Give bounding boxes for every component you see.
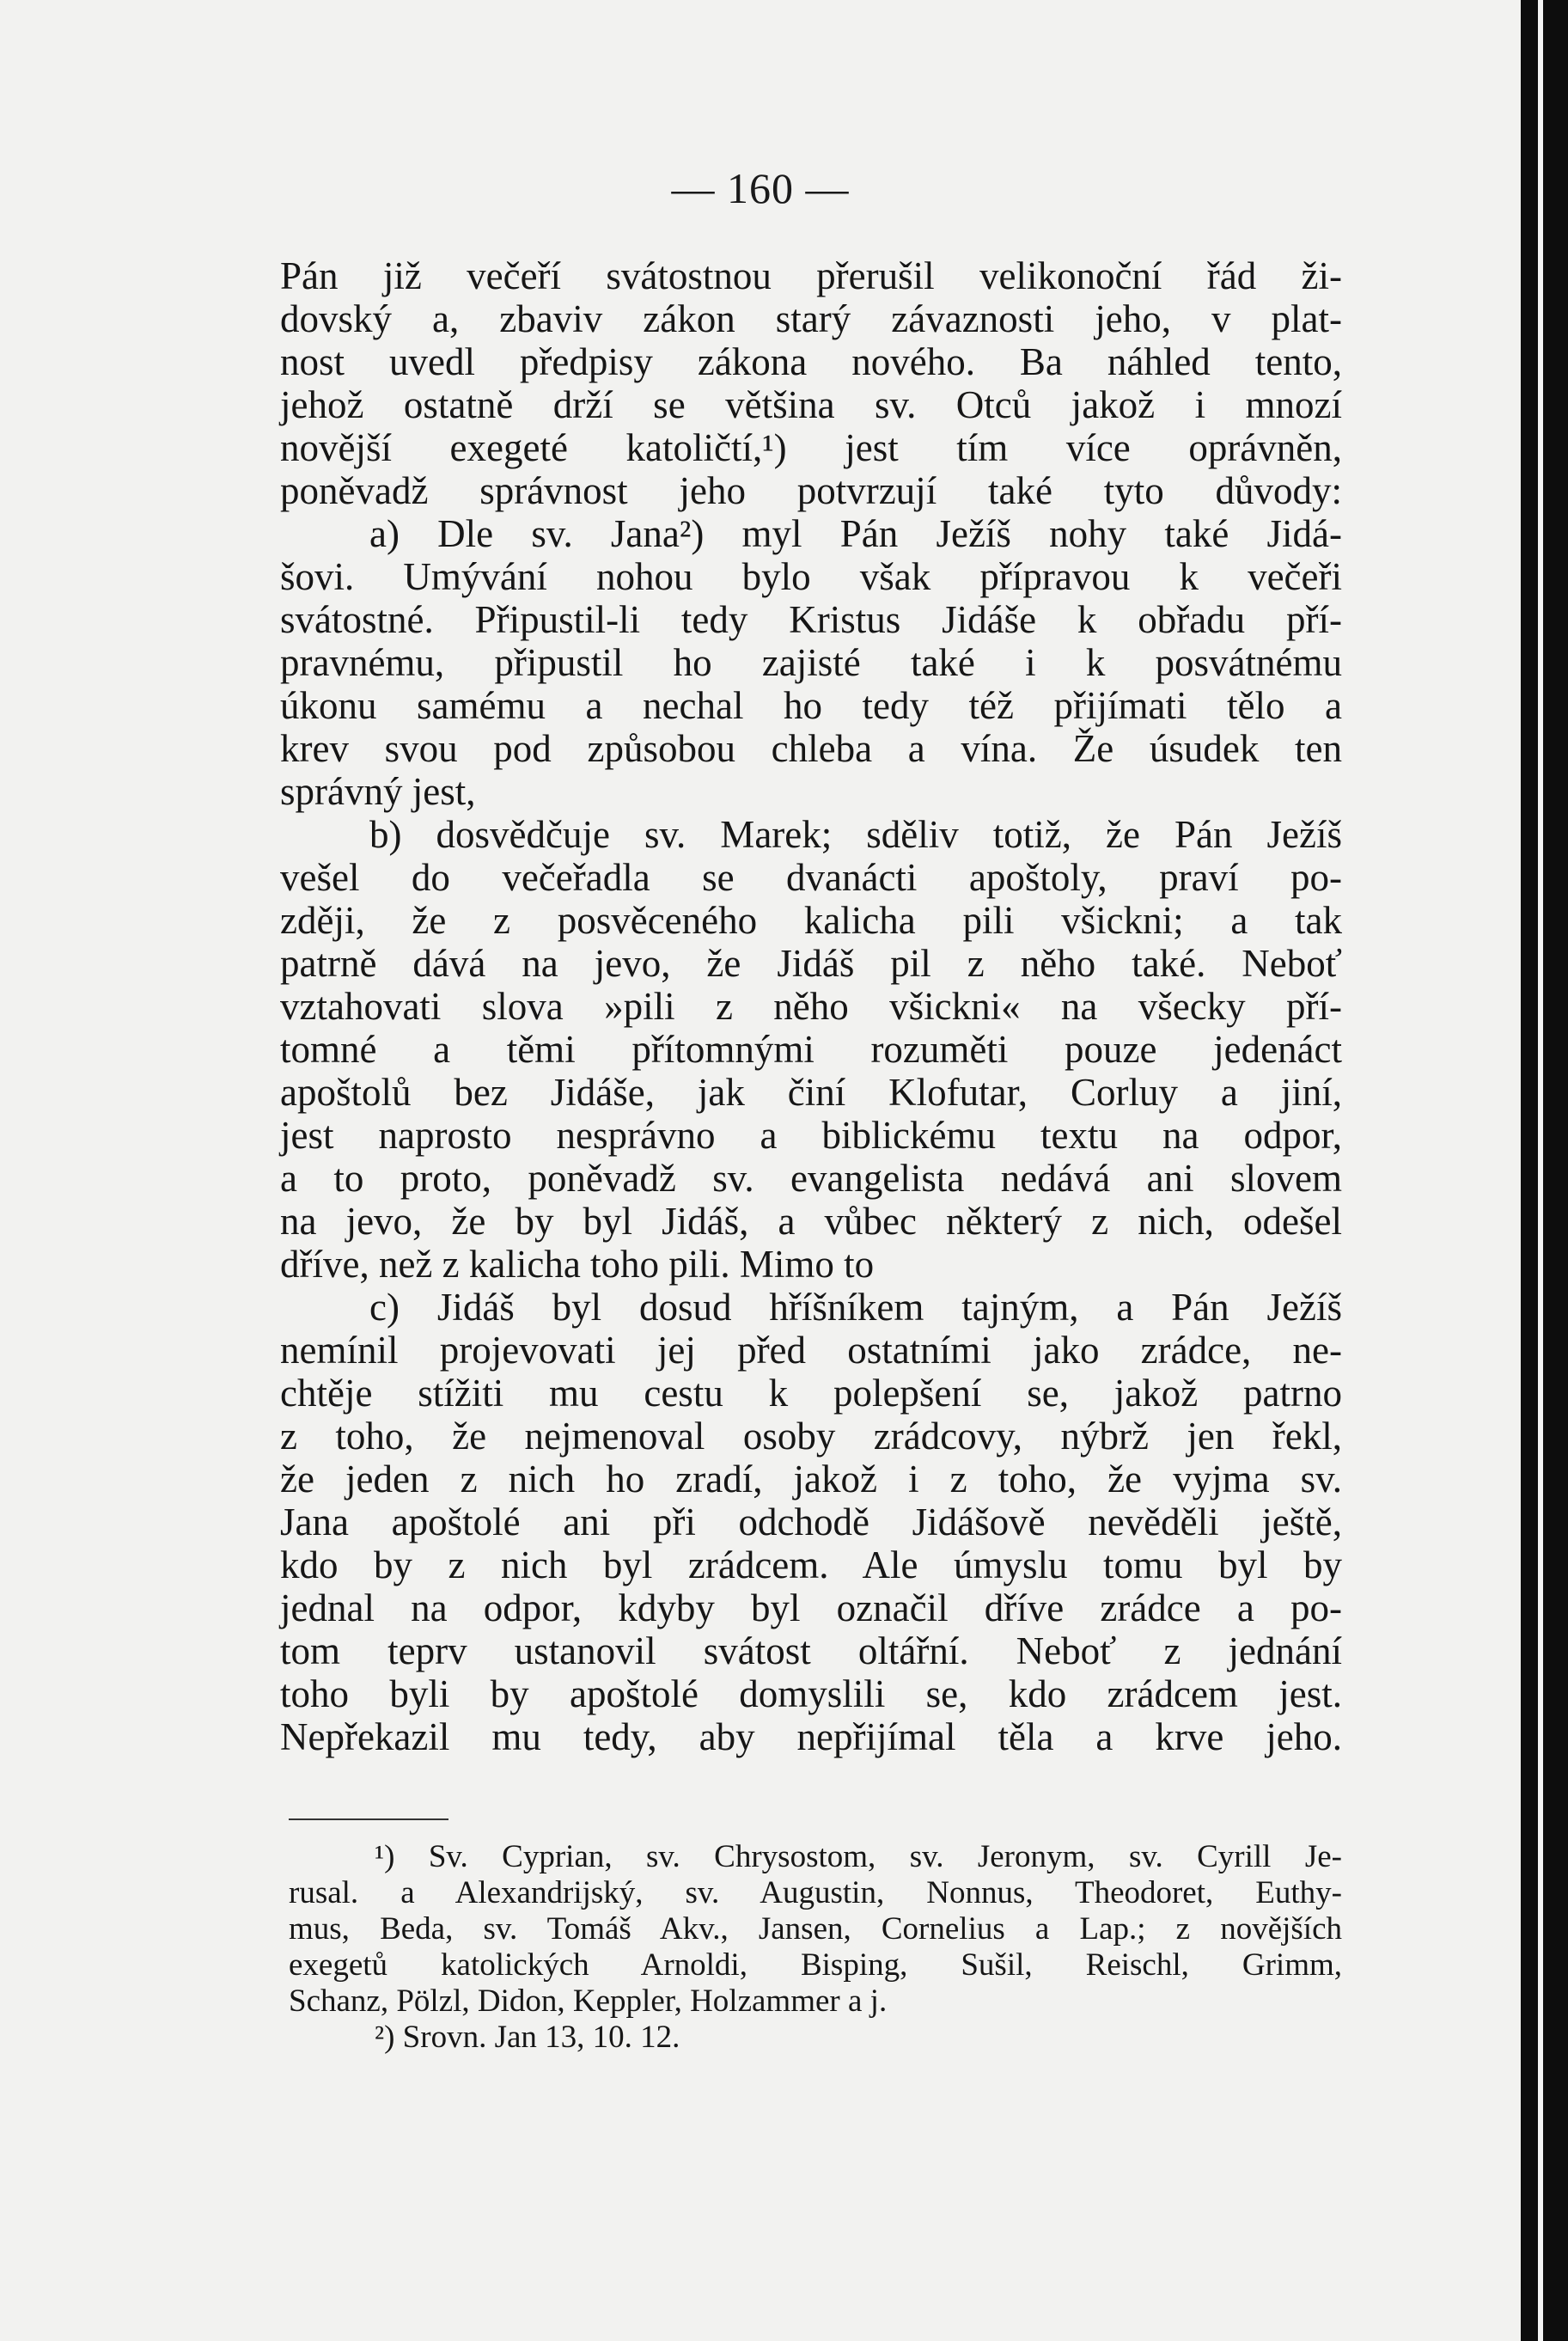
text-line: chtěje stížiti mu cestu k polepšení se, jakož patrno	[280, 1372, 1342, 1415]
scan-binding-strip	[1538, 0, 1543, 2341]
text-line: jest naprosto nesprávno a biblickému textu na odpor,	[280, 1114, 1342, 1157]
text-line: krev svou pod způsobou chleba a vína. Že úsudek ten	[280, 727, 1342, 770]
text-line: novější exegeté katoličtí,¹) jest tím více oprávněn,	[280, 426, 1342, 469]
text-line: a to proto, poněvadž sv. evangelista nedává ani slovem	[280, 1157, 1342, 1200]
text-line: dovský a, zbaviv zákon starý závaznosti jeho, v plat-	[280, 297, 1342, 340]
text-line: šovi. Umývání nohou bylo však přípravou k večeři	[280, 555, 1342, 598]
text-line: a) Dle sv. Jana²) myl Pán Ježíš nohy také Jidá-	[369, 512, 1342, 555]
text-line: správný jest,	[280, 770, 476, 813]
text-line: jednal na odpor, kdyby byl označil dříve zrádce a po-	[280, 1586, 1342, 1629]
text-line: kdo by z nich byl zrádcem. Ale úmyslu tomu byl by	[280, 1543, 1342, 1586]
text-line: zději, že z posvěceného kalicha pili všickni; a tak	[280, 899, 1342, 942]
footnote-line: ²) Srovn. Jan 13, 10. 12.	[375, 2020, 680, 2055]
text-line: tomné a těmi přítomnými rozuměti pouze jedenáct	[280, 1028, 1342, 1071]
text-line: svátostné. Připustil-li tedy Kristus Jidáše k obřadu pří-	[280, 598, 1342, 641]
footnote-line: Schanz, Pölzl, Didon, Keppler, Holzammer a j.	[289, 1983, 888, 2019]
text-line: úkonu samému a nechal ho tedy též přijímati tělo a	[280, 684, 1342, 727]
text-line: poněvadž správnost jeho potvrzují také tyto důvody:	[280, 469, 1342, 512]
text-line: z toho, že nejmenoval osoby zrádcovy, nýbrž jen řekl,	[280, 1415, 1342, 1458]
text-line: b) dosvědčuje sv. Marek; sděliv totiž, že Pán Ježíš	[369, 813, 1342, 856]
text-line: na jevo, že by byl Jidáš, a vůbec některý z nich, odešel	[280, 1200, 1342, 1243]
page-number: — 160 —	[671, 164, 850, 212]
footnote-divider	[289, 1818, 448, 1820]
text-line: apoštolů bez Jidáše, jak činí Klofutar, Corluy a jiní,	[280, 1071, 1342, 1114]
footnote-line: ¹) Sv. Cyprian, sv. Chrysostom, sv. Jeronym, sv. Cyrill Je-	[375, 1839, 1342, 1874]
text-line: Nepřekazil mu tedy, aby nepřijímal těla a krve jeho.	[280, 1715, 1342, 1758]
footnote-line: rusal. a Alexandrijský, sv. Augustin, Nonnus, Theodoret, Euthy-	[289, 1875, 1342, 1910]
scan-binding-edge	[1521, 0, 1568, 2341]
text-line: jehož ostatně drží se většina sv. Otců jakož i mnozí	[280, 383, 1342, 426]
main-text	[280, 254, 1342, 1758]
text-line: c) Jidáš byl dosud hříšníkem tajným, a Pán Ježíš	[369, 1286, 1342, 1329]
text-line: vešel do večeřadla se dvanácti apoštoly, praví po-	[280, 856, 1342, 899]
text-line: toho byli by apoštolé domyslili se, kdo zrádcem jest.	[280, 1672, 1342, 1715]
footnote-line: exegetů katolických Arnoldi, Bisping, Sušil, Reischl, Grimm,	[289, 1947, 1342, 1983]
text-line: pravnému, připustil ho zajisté také i k posvátnému	[280, 641, 1342, 684]
text-line: tom teprv ustanovil svátost oltářní. Neboť z jednání	[280, 1629, 1342, 1672]
text-line: patrně dává na jevo, že Jidáš pil z něho také. Neboť	[280, 942, 1342, 985]
text-line: nost uvedl předpisy zákona nového. Ba náhled tento,	[280, 340, 1342, 383]
text-line: Pán již večeří svátostnou přerušil velikonoční řád ži-	[280, 254, 1342, 297]
text-line: vztahovati slova »pili z něho všickni« na všecky pří-	[280, 985, 1342, 1028]
footnote-line: mus, Beda, sv. Tomáš Akv., Jansen, Cornelius a Lap.; z novějších	[289, 1911, 1342, 1947]
text-line: dříve, než z kalicha toho pili. Mimo to	[280, 1243, 875, 1286]
text-line: nemínil projevovati jej před ostatními jako zrádce, ne-	[280, 1329, 1342, 1372]
footnotes	[289, 1839, 1342, 2056]
text-line: že jeden z nich ho zradí, jakož i z toho, že vyjma sv.	[280, 1458, 1342, 1501]
text-line: Jana apoštolé ani při odchodě Jidášově nevěděli ještě,	[280, 1501, 1342, 1543]
